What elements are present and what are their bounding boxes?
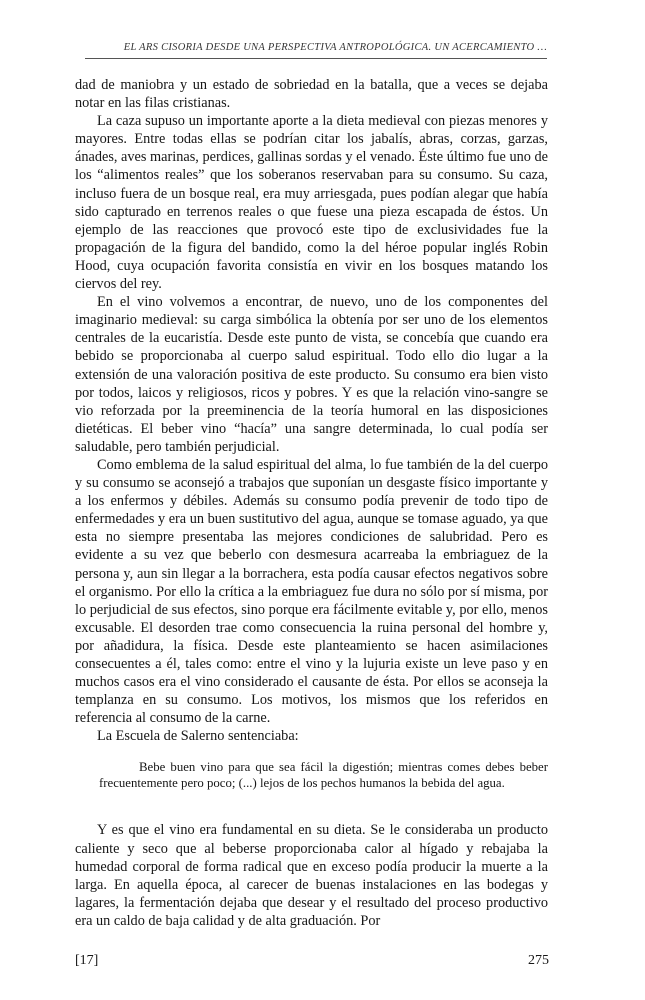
paragraph: Como emblema de la salud espiritual del alma, lo fue también de la del cuerpo y su consumo se aconsejó a trabajos que suponían un desgaste físico importante y a los enfermos y débiles. Además su consumo podía prevenir de todo tipo de enfermedades y era un buen sustitutivo del agua, aunque se tomase aguado, ya que esta no siempre presentaba las mejores condiciones de salubridad. Pero es evidente a su vez que beberlo con desmesura acarreaba la embriaguez de la persona y, aun sin llegar a la borrachera, esta podía causar efectos negativos sobre el organismo. Por ello la crítica a la embriaguez fue dura no sólo por sí misma, por lo perjudicial de sus efectos, sino porque era fácilmente evitable y, por ello, menos excusable. El desorden trae como consecuencia la ruina personal del hombre y, por añadidura, la física. Desde este planteamiento se hacen asimilaciones consecuentes a él, tales como: entre el vino y la lujuria existe un leve paso y en muchos casos era el vino considerado el causante de ésta. Por ellos se aconseja la templanza en su consumo. Los motivos, los mismos que los referidos en referencia al consumo de la carne.: [75, 456, 548, 727]
paragraph: Y es que el vino era fundamental en su dieta. Se le consideraba un producto caliente y seco que al beberse proporcionaba calor al hígado y rebajaba la humedad corporal de forma radical que en exceso podía producir la muerte a la larga. En aquella época, al carecer de buenas instalaciones en las bodegas y lagares, la fermentación dejaba que desear y el resultado del proceso productivo era un caldo de baja calidad y de alta graduación. Por: [75, 822, 548, 929]
body-text: [75, 76, 548, 930]
paragraph: La caza supuso un importante aporte a la dieta medieval con piezas menores y mayores. Entre todas ellas se podrían citar los jabalís, abras, corzas, garzas, ánades, aves marinas, perdices, gallinas sordas y el venado. Éste último fue uno de los “alimentos reales” que los soberanos reservaban para su consumo. Su caza, incluso fuera de un bosque real, era muy arriesgada, pues podían alegar que había sido capturado en terrenos reales o que fuese una pieza escapada de éstos. Un ejemplo de las reacciones que provocó este tipo de exclusividades fue la propagación de la figura del bandido, como la del héroe popular inglés Robin Hood, cuya ocupación favorita consistía en vivir en los bosques matando los ciervos del rey.: [75, 113, 548, 293]
header-rule: [85, 58, 547, 59]
page-number: 275: [528, 953, 549, 968]
footer-section-number: [17]: [75, 953, 99, 968]
running-header: EL ARS CISORIA DESDE UNA PERSPECTIVA ANTROPOLÓGICA. UN ACERCAMIENTO …: [123, 42, 547, 53]
paragraph: La Escuela de Salerno sentenciaba:: [97, 728, 299, 745]
block-quote: Bebe buen vino para que sea fácil la digestión; mientras comes debes beber frecuentemente pero poco; (...) lejos de los pechos humanos la bebida del agua.: [99, 760, 548, 791]
paragraph: dad de maniobra y un estado de sobriedad en la batalla, que a veces se dejaba notar en las filas cristianas.: [75, 77, 548, 112]
paragraph: En el vino volvemos a encontrar, de nuevo, uno de los componentes del imaginario medieval: su carga simbólica la obtenía por ser uno de los elementos centrales de la eucaristía. Desde este punto de vista, se concebía que cuando era bebido se proporcionaba al cuerpo salud espiritual. Todo ello dio lugar a la extensión de una valoración positiva de este producto. Su consumo era bien visto por todos, laicos y religiosos, ricos y pobres. Y es que la relación vino-sangre se vio reforzada por la preeminencia de la teoría humoral en las disposiciones dietéticas. El beber vino “hacía” una sangre determinada, lo cual podía ser saludable, pero también perjudicial.: [75, 294, 548, 455]
